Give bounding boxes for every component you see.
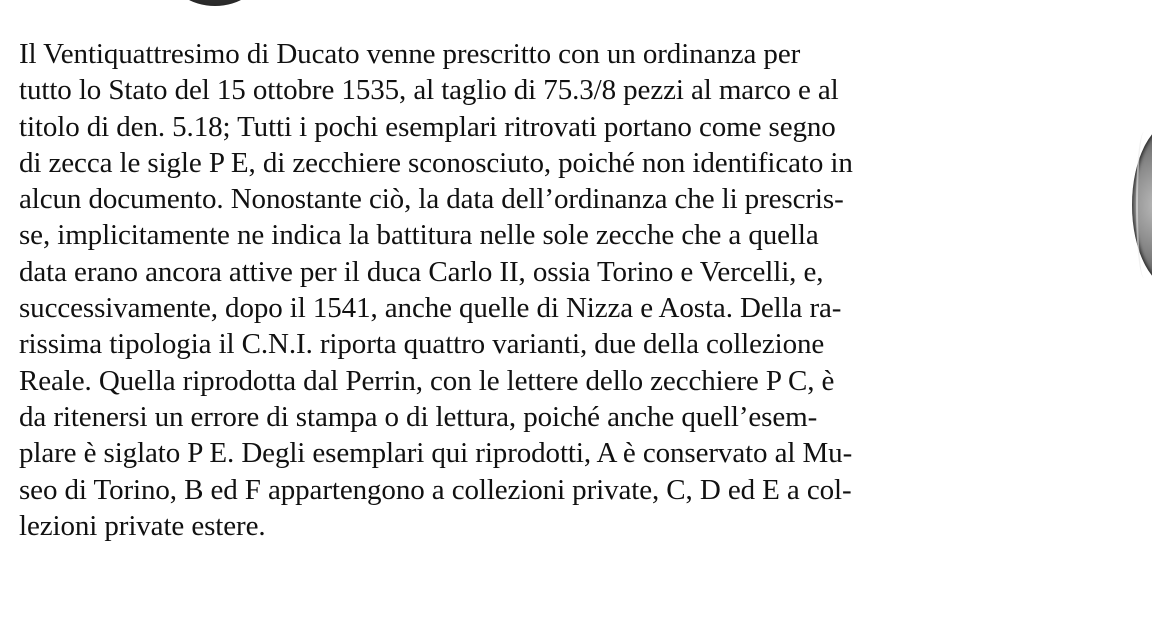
- text-line: Il Ventiquattresimo di Ducato venne prescritto con un ordinanza per: [19, 38, 801, 70]
- coin-image-right: [1132, 120, 1152, 290]
- text-line: alcun documento. Nonostante ciò, la data dell’ordinanza che li prescris-: [19, 183, 844, 216]
- text-line: data erano ancora attive per il duca Carlo II, ossia Torino e Vercelli, e,: [19, 255, 824, 288]
- text-line: rissima tipologia il C.N.I. riporta quattro varianti, due della collezione: [19, 328, 825, 361]
- text-line: da ritenersi un errore di stampa o di lettura, poiché anche quell’esem-: [19, 400, 818, 433]
- text-line: seo di Torino, B ed F appartengono a collezioni private, C, D ed E a col-: [19, 473, 852, 506]
- text-line: titolo di den. 5.18; Tutti i pochi esemplari ritrovati portano come segno: [19, 110, 836, 143]
- text-line: lezioni private estere.: [19, 509, 266, 542]
- text-line: di zecca le sigle P E, di zecchiere sconosciuto, poiché non identificato in: [19, 146, 853, 179]
- text-line: Reale. Quella riprodotta dal Perrin, con le lettere dello zecchiere P C, è: [19, 364, 835, 397]
- body-paragraph: [19, 36, 1129, 544]
- text-line: plare è siglato P E. Degli esemplari qui riprodotti, A è conservato al Mu-: [19, 437, 853, 470]
- text-line: successivamente, dopo il 1541, anche quelle di Nizza e Aosta. Della ra-: [19, 292, 842, 325]
- text-line: se, implicitamente ne indica la battitura nelle sole zecche che a quella: [19, 219, 819, 252]
- coin-image-top: [170, 0, 260, 6]
- text-line: tutto lo Stato del 15 ottobre 1535, al taglio di 75.3/8 pezzi al marco e al: [19, 74, 839, 107]
